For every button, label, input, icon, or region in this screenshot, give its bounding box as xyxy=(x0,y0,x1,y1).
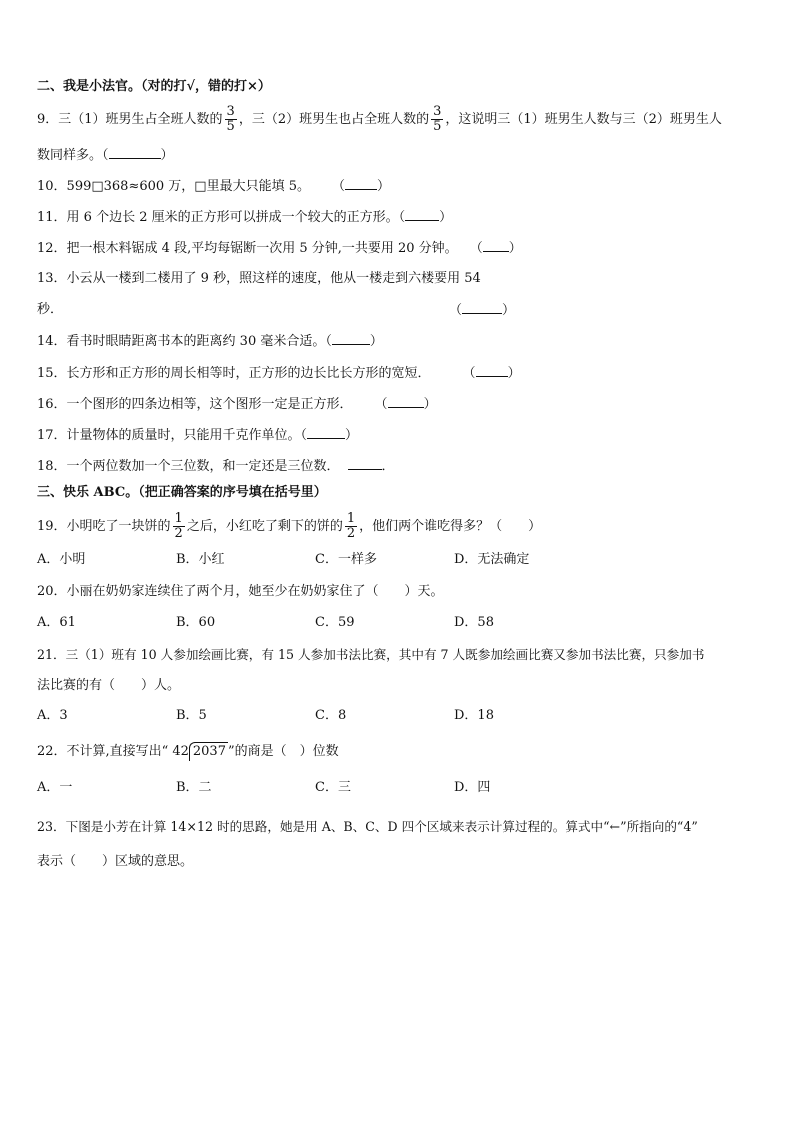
question-23-line-2: 表示（ ）区域的意思。 xyxy=(37,854,194,869)
q22-part1: 22．不计算,直接写出“ xyxy=(37,744,169,759)
q19-frac2-numerator: 1 xyxy=(346,511,356,526)
section-2-heading: 二、我是小法官。（对的打√，错的打×） xyxy=(37,79,271,94)
q17-paren-close: ） xyxy=(345,428,359,443)
q19-option-c[interactable]: C．一样多 xyxy=(315,552,377,567)
q19-part3: ，他们两个谁吃得多？（ ） xyxy=(359,519,542,534)
q9-frac2-numerator: 3 xyxy=(433,104,442,119)
q19-option-d[interactable]: D．无法确定 xyxy=(454,552,530,567)
q19-part1: 19．小明吃了一块饼的 xyxy=(37,519,171,534)
q19-part2: 之后，小红吃了剩下的饼的 xyxy=(186,519,343,534)
q19-fraction-2 xyxy=(345,512,357,541)
q22-option-b[interactable]: B．二 xyxy=(176,780,212,795)
q22-long-division xyxy=(168,742,228,761)
q16-paren-close: ） xyxy=(423,397,437,412)
question-13-answer xyxy=(449,301,515,320)
q11-text: 11．用 6 个边长 2 厘米的正方形可以拼成一个较大的正方形。（ xyxy=(37,210,406,225)
answer-blank-q9[interactable] xyxy=(109,146,161,159)
q22-divisor: 42 xyxy=(172,744,189,759)
answer-blank-q13[interactable] xyxy=(462,301,502,314)
answer-blank-q15[interactable] xyxy=(476,364,508,377)
question-19 xyxy=(37,512,541,541)
q13-paren-close: ） xyxy=(502,303,516,318)
q15-paren-open: （ xyxy=(462,366,476,381)
question-20: 20．小丽在奶奶家连续住了两个月，她至少在奶奶家住了（ ）天。 xyxy=(37,584,444,599)
question-16 xyxy=(37,395,437,414)
section-3-heading: 三、快乐 ABC。（把正确答案的序号填在括号里） xyxy=(37,485,327,500)
q21-option-d[interactable]: D．18 xyxy=(454,708,494,723)
answer-blank-q14[interactable] xyxy=(332,332,370,345)
q14-text: 14．看书时眼睛距离书本的距离约 30 毫米合适。（ xyxy=(37,334,332,349)
q22-part2: ”的商是（ ）位数 xyxy=(227,744,339,759)
question-13-line-2: 秒． xyxy=(37,302,64,317)
q13-paren-open: （ xyxy=(449,303,463,318)
question-15 xyxy=(37,364,521,383)
q9-fraction-1 xyxy=(225,105,237,134)
q19-fraction-1 xyxy=(173,512,185,541)
question-9-line-2 xyxy=(37,146,174,165)
q9-part1: 9．三（1）班男生占全班人数的 xyxy=(37,112,223,127)
q9-part2: ，三（2）班男生也占全班人数的 xyxy=(238,112,430,127)
left-arrow-icon: ← xyxy=(609,819,621,834)
q22-option-c[interactable]: C．三 xyxy=(315,780,351,795)
q16-text: 16．一个图形的四条边相等，这个图形一定是正方形． xyxy=(37,397,353,412)
answer-blank-q10[interactable] xyxy=(345,177,377,190)
q9-frac1-numerator: 3 xyxy=(226,104,235,119)
question-10 xyxy=(37,177,390,196)
q21-option-c[interactable]: C．8 xyxy=(315,708,347,723)
question-11 xyxy=(37,208,452,227)
question-17 xyxy=(37,426,358,445)
question-21-line-2: 法比赛的有（ ）人。 xyxy=(37,678,181,693)
q22-option-a[interactable]: A．一 xyxy=(37,780,73,795)
q10-paren-close: ） xyxy=(377,179,391,194)
q17-text: 17．计量物体的质量时，只能用千克作单位。（ xyxy=(37,428,308,443)
q9-frac2-denominator: 5 xyxy=(433,119,442,134)
question-23-line-1 xyxy=(37,818,698,836)
q20-option-a[interactable]: A．61 xyxy=(37,615,76,630)
question-13-line-1: 13．小云从一楼到二楼用了 9 秒，照这样的速度，他从一楼走到六楼要用 54 xyxy=(37,271,481,286)
q9-fraction-2 xyxy=(431,105,443,134)
q23-line1-end: ”所指向的“4” xyxy=(620,819,698,834)
q10-text: 10．599□368≈600 万，□里最大只能填 5。 xyxy=(37,179,310,194)
q9-part3: ，这说明三（1）班男生人数与三（2）班男生人 xyxy=(445,112,722,127)
q14-paren-close: ） xyxy=(369,334,383,349)
question-12 xyxy=(37,239,522,258)
q10-paren-open: （ xyxy=(331,179,345,194)
q23-line1-text: 23．下图是小芳在计算 14×12 时的思路，她是用 A、B、C、D 四个区域来表示计算过程的。算式中“ xyxy=(37,819,610,834)
q20-option-d[interactable]: D．58 xyxy=(454,615,494,630)
question-14 xyxy=(37,332,383,351)
q22-dividend: 2037 xyxy=(189,742,228,761)
q19-frac1-denominator: 2 xyxy=(174,526,183,541)
question-9-line-1 xyxy=(37,105,722,134)
q9-paren-close: ） xyxy=(160,148,174,163)
q19-frac2-denominator: 2 xyxy=(346,526,356,541)
q16-paren-open: （ xyxy=(374,397,388,412)
q15-paren-close: ） xyxy=(507,366,521,381)
q19-option-a[interactable]: A．小明 xyxy=(37,552,86,567)
q21-option-b[interactable]: B．5 xyxy=(176,708,207,723)
q9-line2-text: 数同样多。（ xyxy=(37,148,109,163)
q9-frac1-denominator: 5 xyxy=(226,119,235,134)
q19-option-b[interactable]: B．小红 xyxy=(176,552,225,567)
q12-text: 12．把一根木料锯成 4 段,平均每锯断一次用 5 分钟,一共要用 20 分钟。 xyxy=(37,241,458,256)
answer-blank-q17[interactable] xyxy=(307,426,345,439)
question-18 xyxy=(37,457,395,476)
q18-end: ． xyxy=(381,459,395,474)
q12-paren-close: ） xyxy=(508,241,522,256)
answer-blank-q18[interactable] xyxy=(348,457,382,470)
q21-option-a[interactable]: A．3 xyxy=(37,708,68,723)
q20-option-c[interactable]: C．59 xyxy=(315,615,355,630)
q15-text: 15．长方形和正方形的周长相等时，正方形的边长比长方形的宽短． xyxy=(37,366,431,381)
answer-blank-q11[interactable] xyxy=(405,208,439,221)
question-22 xyxy=(37,742,339,761)
q18-text: 18．一个两位数加一个三位数，和一定还是三位数． xyxy=(37,459,340,474)
q19-frac1-numerator: 1 xyxy=(174,511,183,526)
q20-option-b[interactable]: B．60 xyxy=(176,615,216,630)
q12-paren-open: （ xyxy=(469,241,483,256)
answer-blank-q16[interactable] xyxy=(388,395,424,408)
q22-option-d[interactable]: D．四 xyxy=(454,780,491,795)
question-21-line-1: 21．三（1）班有 10 人参加绘画比赛，有 15 人参加书法比赛，其中有 7 人既参加绘画比赛又参加书法比赛，只参加书 xyxy=(37,647,705,662)
answer-blank-q12[interactable] xyxy=(483,239,509,252)
q11-paren-close: ） xyxy=(439,210,453,225)
